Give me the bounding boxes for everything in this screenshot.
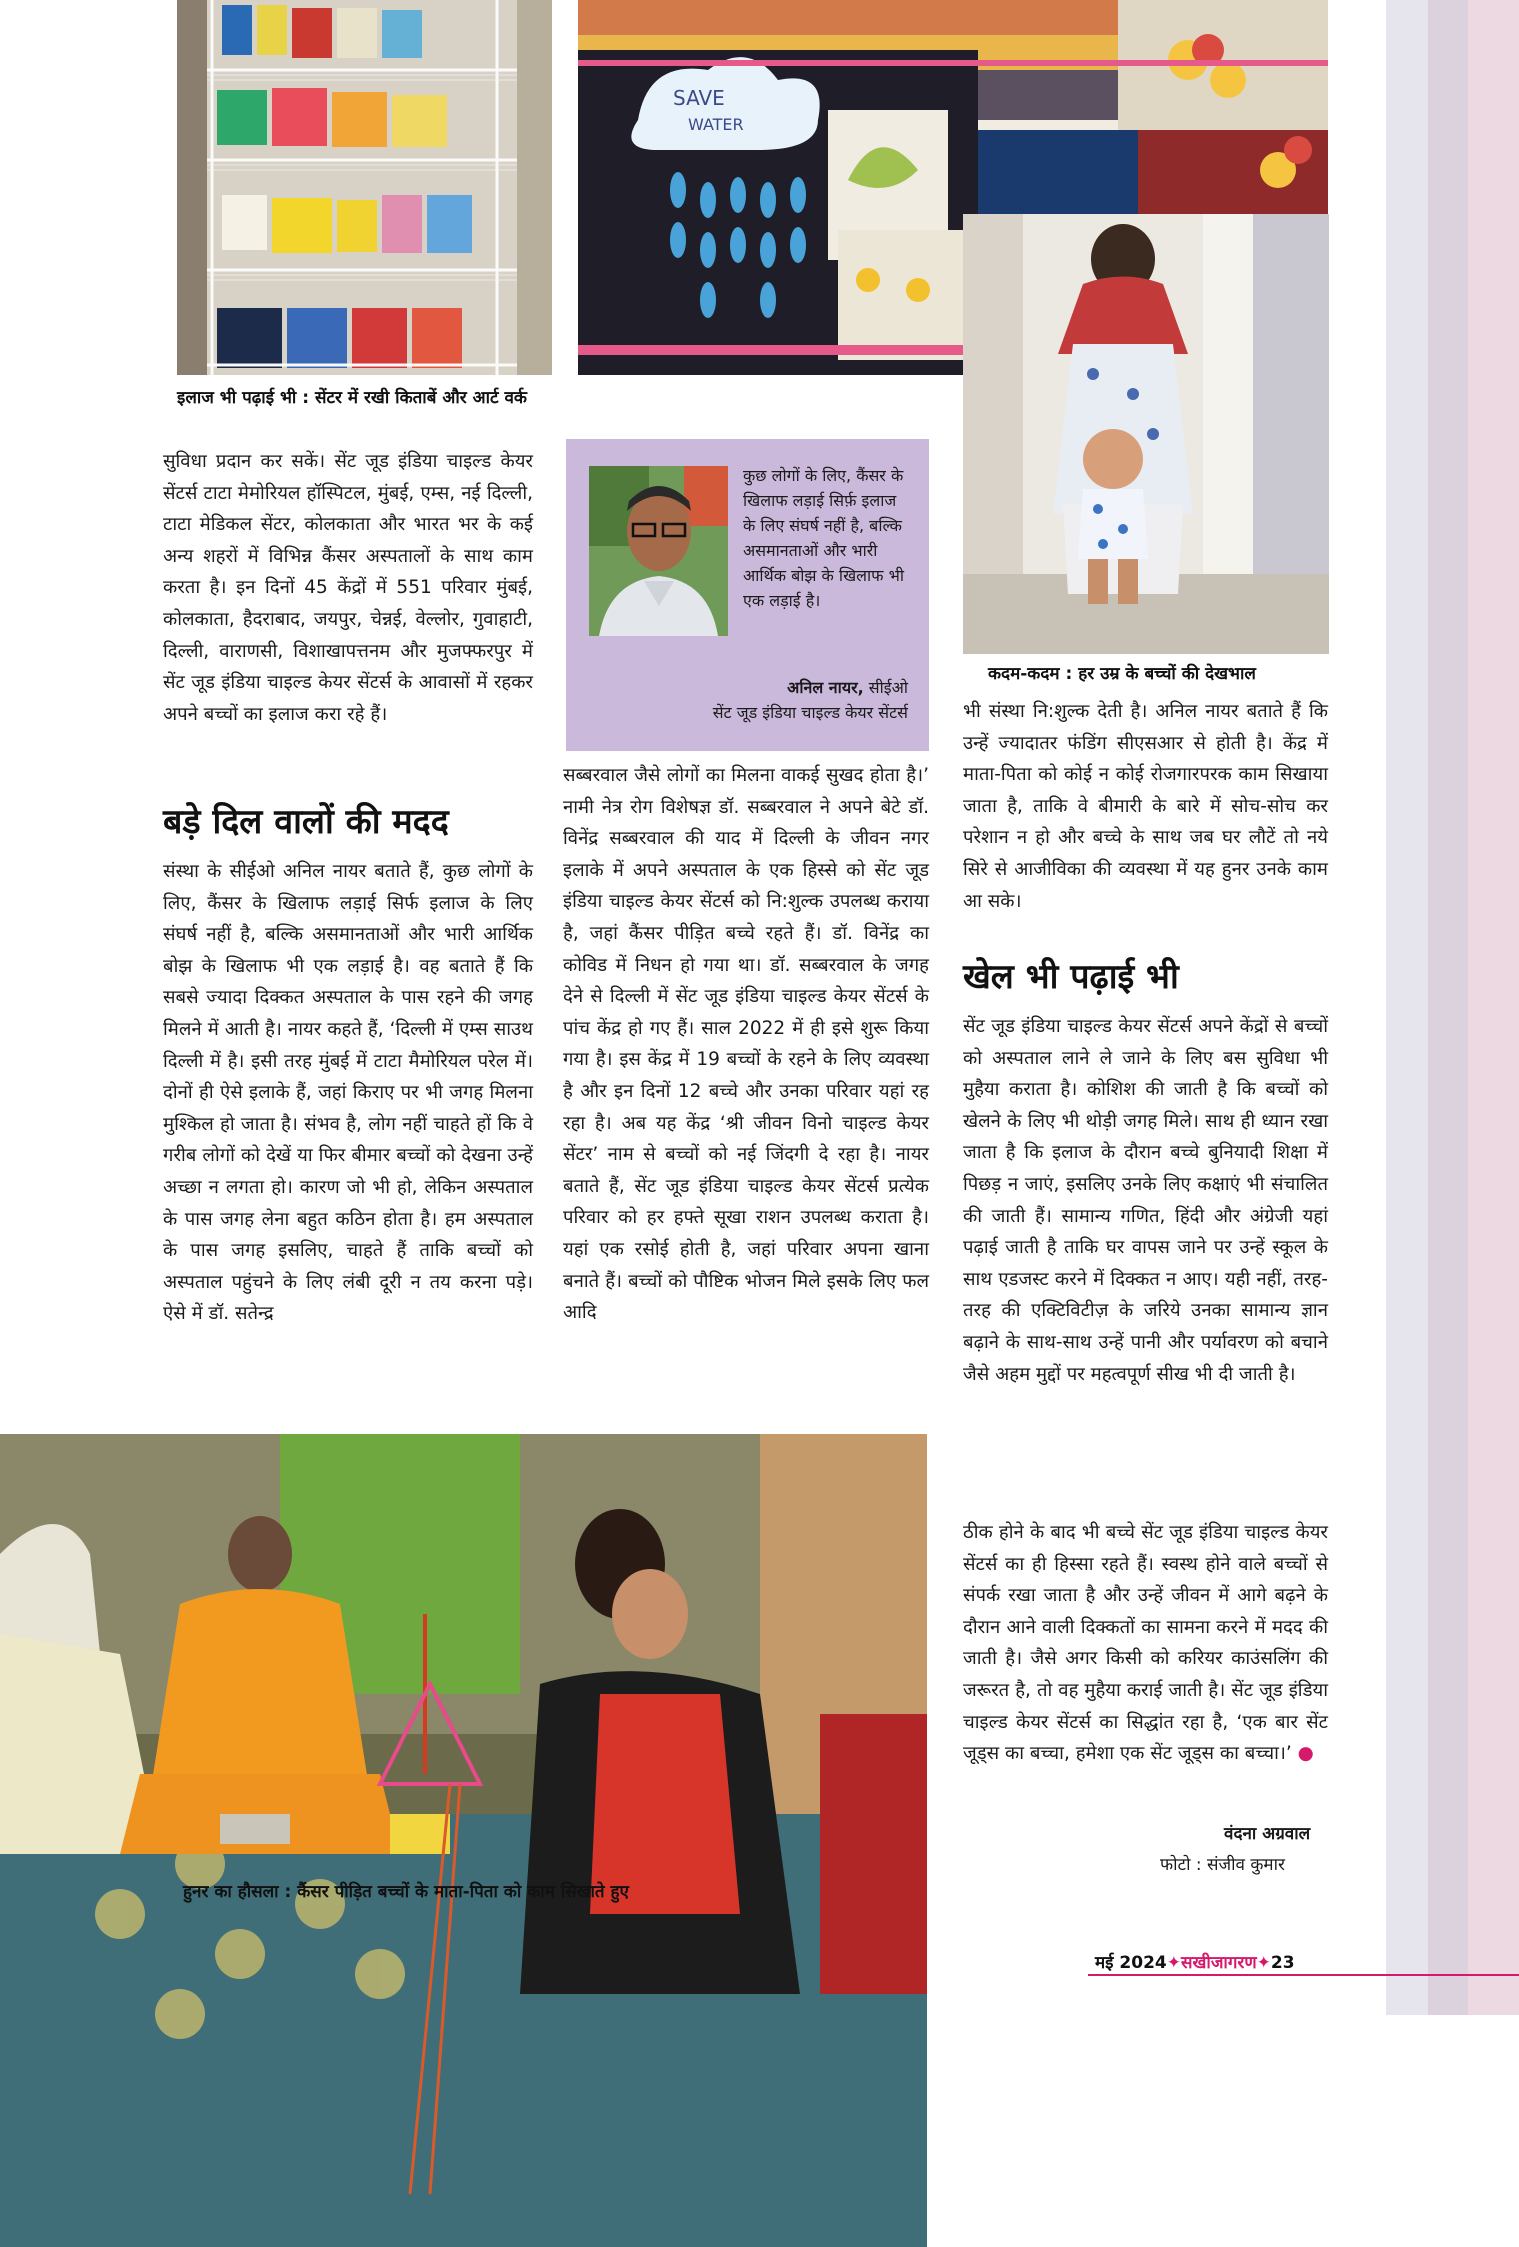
quote-name: अनिल नायर,	[787, 678, 864, 697]
col3-intro-text: भी संस्था नि:शुल्क देती है। अनिल नायर बताते हैं कि उन्हें ज्यादातर फंडिंग सीएसआर से होती है। केंद्र में माता-पिता को कोई न कोई रोजगारपरक काम सिखाया जाता है, ताकि वे बीमारी के बारे में सोच-सोच कर परेशान न हो और बच्चे के साथ जब घर लौटें तो नये सिरे से आजीविका की व्यवस्था में यह हुनर उनके काम आ सके।	[963, 701, 1328, 912]
col3-body-text-2	[963, 1517, 1328, 1770]
heading-bade-dil: बड़े दिल वालों की मदद	[163, 802, 449, 842]
heading-khel-bhi: खेल भी पढ़ाई भी	[963, 957, 1179, 997]
col1-body-text: संस्था के सीईओ अनिल नायर बताते हैं, कुछ लोगों के लिए, कैंसर के खिलाफ लड़ाई सिर्फ इलाज के लिए संघर्ष नहीं है, बल्कि असमानताओं और भारी आर्थिक बोझ के खिलाफ भी एक लड़ाई है। वह बताते हैं कि सबसे ज्यादा दिक्कत अस्पताल के पास रहने की जगह मिलने में आती है। नायर कहते हैं, ‘दिल्ली में एम्स साउथ दिल्ली में है। इसी तरह मुंबई में टाटा मैमोरियल परेल में। दोनों ही ऐसे इलाके हैं, जहां किराए पर भी जगह मिलना मुश्किल हो जाता है। संभव है, लोग नहीं चाहते हों कि वे गरीब लोगों को देखें या फिर बीमार बच्चों को देखना उन्हें अच्छा न लगता हो। कारण जो भी हो, लेकिन अस्पताल के पास जगह लेना बहुत कठिन होता है। हम अस्पताल के पास जगह इसलिए, चाहते हैं ताकि बच्चों को अस्पताल पहुंचने के लिए लंबी दूरी न तय करना पड़े। ऐसे में डॉ. सतेन्द्र	[163, 861, 533, 1325]
quote-text-body: कुछ लोगों के लिए, कैंसर के खिलाफ लड़ाई सिर्फ़ इलाज के लिए संघर्ष नहीं है, बल्कि असमानताओं और भारी आर्थिक बोझ के खिलाफ भी एक लड़ाई है।	[743, 466, 904, 610]
footer-star-1: ✦	[1166, 1953, 1181, 1973]
cloud-text-water: WATER	[688, 115, 744, 134]
footer-brand-jagran: जागरण	[1210, 1953, 1257, 1973]
right-photo-caption: कदम-कदम : हर उम्र के बच्चों की देखभाल	[988, 664, 1256, 684]
footer-star-2: ✦	[1256, 1953, 1271, 1973]
edge-strip-3	[1468, 0, 1519, 2015]
top-photo-caption: इलाज भी पढ़ाई भी : सेंटर में रखी किताबें और आर्ट वर्क	[177, 388, 527, 408]
footer-month: मई 2024	[1095, 1953, 1167, 1973]
mother-child-photo	[963, 214, 1329, 654]
bookshelf-photo	[177, 0, 552, 375]
workshop-scene	[0, 1434, 927, 2247]
author-byline: वंदना अग्रवाल	[1224, 1824, 1311, 1844]
end-mark: ●	[1297, 1743, 1314, 1765]
quote-text	[589, 463, 907, 613]
page-footer	[1095, 1950, 1295, 1973]
edge-strip-1	[1386, 0, 1428, 2015]
photo-credit: फोटो : संजीव कुमार	[1160, 1855, 1285, 1875]
col3-body-text-2-content: ठीक होने के बाद भी बच्चे सेंट जूड इंडिया चाइल्ड केयर सेंटर्स का ही हिस्सा रहते हैं। स्वस्थ होने वाले बच्चों से संपर्क रखा जाता है और उन्हें जीवन में आगे बढ़ने के दौरान आने वाली दिक्कतों का सामना करने में मदद की जाती है। जैसे अगर किसी को करियर काउंसलिंग की जरूरत है, तो वह मुहैया कराई जाती है। सेंट जूड इंडिया चाइल्ड केयर सेंटर्स का सिद्धांत रहा है, ‘एक बार सेंट जूड्स का बच्चा, हमेशा एक सेंट जूड्स का बच्चा।’	[963, 1522, 1328, 1765]
footer-brand-sakhi: सखी	[1181, 1953, 1211, 1973]
footer-rule	[1088, 1974, 1519, 1976]
cloud-text-save: SAVE	[673, 86, 725, 110]
quote-attribution	[600, 675, 908, 725]
edge-strip-2	[1428, 0, 1468, 2015]
quote-org: सेंट जूड इंडिया चाइल्ड केयर सेंटर्स	[712, 703, 908, 722]
quote-role: सीईओ	[863, 678, 908, 697]
col3-body-text-1: सेंट जूड इंडिया चाइल्ड केयर सेंटर्स अपने केंद्रों से बच्चों को अस्पताल लाने ले जाने के लिए बस सुविधा भी मुहैया कराता है। कोशिश की जाती है कि बच्चों को खेलने के लिए भी थोड़ी जगह मिले। साथ ही ध्यान रखा जाता है कि इलाज के दौरान बच्चे बुनियादी शिक्षा में पिछड़ न जाएं, इसलिए उनके लिए कक्षाएं भी संचालित की जाती हैं। सामान्य गणित, हिंदी और अंग्रेजी यहां पढ़ाई जाती है ताकि घर वापस जाने पर उन्हें स्कूल के साथ एडजस्ट करने में दिक्कत न आए। यही नहीं, तरह-तरह की एक्टिविटीज़ के जरिये उनका सामान्य ज्ञान बढ़ाने के साथ-साथ उन्हें पानी और पर्यावरण को बचाने जैसे अहम मुद्दों पर महत्वपूर्ण सीख भी दी जाती है।	[963, 1016, 1328, 1385]
col2-body-text: सब्बरवाल जैसे लोगों का मिलना वाकई सुखद होता है।’ नामी नेत्र रोग विशेषज्ञ डॉ. सब्बरवाल ने अपने बेटे डॉ. विनेंद्र सब्बरवाल की याद में दिल्ली के जीवन नगर इलाके में अपने अस्पताल के एक हिस्से को सेंट जूड इंडिया चाइल्ड केयर सेंटर्स को नि:शुल्क उपलब्ध कराया है, जहां कैंसर पीड़ित बच्चे रहते हैं। डॉ. विनेंद्र का कोविड में निधन हो गया था। डॉ. सब्बरवाल के जगह देने से दिल्ली में सेंट जूड इंडिया चाइल्ड केयर सेंटर्स के पांच केंद्र हो गए हैं। साल 2022 में ही इसे शुरू किया गया है। इस केंद्र में 19 बच्चों के रहने के लिए व्यवस्था है और इन दिनों 12 बच्चे और उनका परिवार यहां रह रहा है। अब यह केंद्र ‘श्री जीवन विनो चाइल्ड केयर सेंटर’ नाम से बच्चों को नई जिंदगी दे रहा है। नायर बताते हैं, सेंट जूड इंडिया चाइल्ड केयर सेंटर्स प्रत्येक परिवार को हर हफ्ते सूखा राशन उपलब्ध कराता है। यहां एक रसोई होती है, जहां परिवार अपना खाना बनाते हैं। बच्चों को पौष्टिक भोजन मिले इसके लिए फल आदि	[563, 765, 929, 1324]
footer-page-number: 23	[1270, 1953, 1295, 1973]
bottom-photo-caption: हुनर का हौसला : कैंसर पीड़ित बच्चों के माता-पिता को काम सिखाते हुए	[183, 1882, 629, 1902]
col1-intro-text: सुविधा प्रदान कर सकें। सेंट जूड इंडिया चाइल्ड केयर सेंटर्स टाटा मेमोरियल हॉस्पिटल, मुंबई, एम्स, नई दिल्ली, टाटा मेडिकल सेंटर, कोलकाता और भारत भर के कई अन्य शहरों में विभिन्न कैंसर अस्पतालों के साथ काम करता है। इन दिनों 45 केंद्रों में 551 परिवार मुंबई, कोलकाता, हैदराबाद, जयपुर, चेन्नई, वेल्लोर, गुवाहाटी, दिल्ली, वाराणसी, विशाखापत्तनम और मुजफ्फरपुर में सेंट जूड इंडिया चाइल्ड केयर सेंटर्स के आवासों में रहकर अपने बच्चों का इलाज करा रहे हैं।	[163, 451, 533, 725]
